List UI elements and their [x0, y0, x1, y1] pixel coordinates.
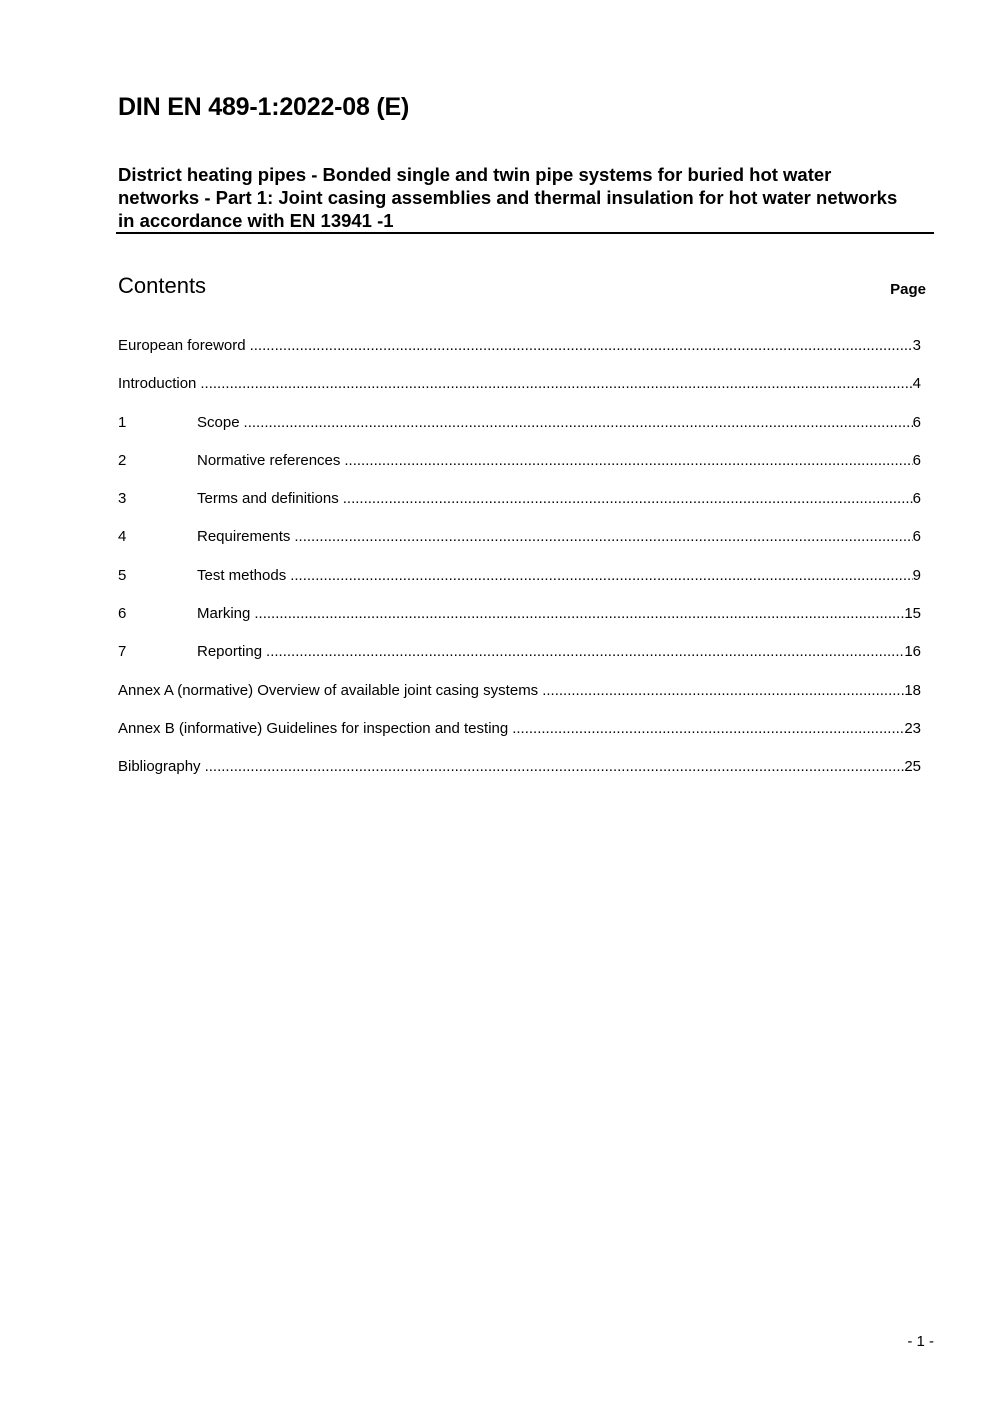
toc-entry[interactable] [118, 528, 921, 566]
toc-entry[interactable] [118, 682, 921, 720]
toc-entry-title: Requirements [197, 528, 291, 546]
toc-entry-title: Reporting [197, 643, 263, 661]
toc-entry-title: European foreword [118, 337, 246, 354]
toc-entry-page: 9 [912, 566, 921, 584]
toc-entry-number: 2 [118, 451, 127, 469]
toc-dot-leader [294, 528, 912, 545]
toc-entry[interactable] [118, 720, 921, 758]
toc-dot-leader [254, 605, 904, 622]
toc-entry[interactable] [118, 337, 921, 375]
toc-entry-title: Normative references [197, 451, 341, 469]
toc-entry[interactable] [118, 490, 921, 528]
document-id: DIN EN 489-1:2022-08 (E) [118, 93, 410, 121]
toc-entry-page: 23 [904, 719, 921, 737]
toc-dot-leader [250, 337, 913, 354]
toc-entry-page: 6 [912, 490, 921, 508]
toc-entry[interactable] [118, 375, 921, 413]
toc-entry[interactable] [118, 567, 921, 605]
toc-dot-leader [244, 414, 913, 431]
toc-entry-page: 18 [904, 681, 921, 699]
toc-entry-number: 3 [118, 490, 127, 508]
toc-dot-leader [200, 375, 912, 392]
toc-dot-leader [290, 567, 912, 584]
toc-dot-leader [266, 643, 904, 660]
toc-entry-number: 7 [118, 643, 127, 661]
toc-entry-title: Bibliography [118, 758, 201, 776]
toc-entry-title: Introduction [118, 375, 197, 393]
toc-entry[interactable] [118, 605, 921, 643]
toc-entry-page: 25 [904, 758, 921, 776]
page-number: - 1 - [907, 1333, 934, 1350]
toc-entry-title: Annex A (normative) Overview of available joint casing systems [118, 681, 539, 699]
toc-dot-leader [512, 720, 904, 737]
table-of-contents [118, 337, 921, 797]
toc-entry-page: 4 [912, 375, 921, 393]
toc-entry-number: 5 [118, 566, 127, 584]
toc-entry[interactable] [118, 643, 921, 681]
toc-entry-page: 6 [912, 413, 921, 431]
contents-heading: Contents [118, 273, 207, 298]
toc-entry-page: 15 [904, 605, 921, 623]
toc-entry-title: Annex B (informative) Guidelines for inspection and testing [118, 719, 509, 737]
page-column-label: Page [890, 281, 926, 298]
toc-entry[interactable] [118, 758, 921, 796]
toc-entry-page: 3 [912, 337, 921, 354]
toc-entry-title: Terms and definitions [197, 490, 339, 508]
toc-entry-title: Test methods [197, 566, 287, 584]
toc-entry-title: Marking [197, 605, 251, 623]
toc-dot-leader [205, 758, 905, 775]
toc-entry[interactable] [118, 452, 921, 490]
toc-entry-page: 6 [912, 528, 921, 546]
toc-entry-number: 1 [118, 413, 127, 431]
toc-dot-leader [542, 682, 904, 699]
toc-entry-number: 6 [118, 605, 127, 623]
title-underline-divider [116, 232, 934, 234]
document-title: District heating pipes - Bonded single and twin pipe systems for buried hot water networks - Part 1: Joint casing assemblies and thermal insulation for hot water networks in accordance with EN 13941 -1 [118, 164, 898, 231]
toc-dot-leader [343, 490, 913, 507]
toc-entry-title: Scope [197, 413, 240, 431]
toc-dot-leader [344, 452, 912, 469]
toc-entry-number: 4 [118, 528, 127, 546]
toc-entry[interactable] [118, 414, 921, 452]
toc-entry-page: 16 [904, 643, 921, 661]
toc-entry-page: 6 [912, 451, 921, 469]
